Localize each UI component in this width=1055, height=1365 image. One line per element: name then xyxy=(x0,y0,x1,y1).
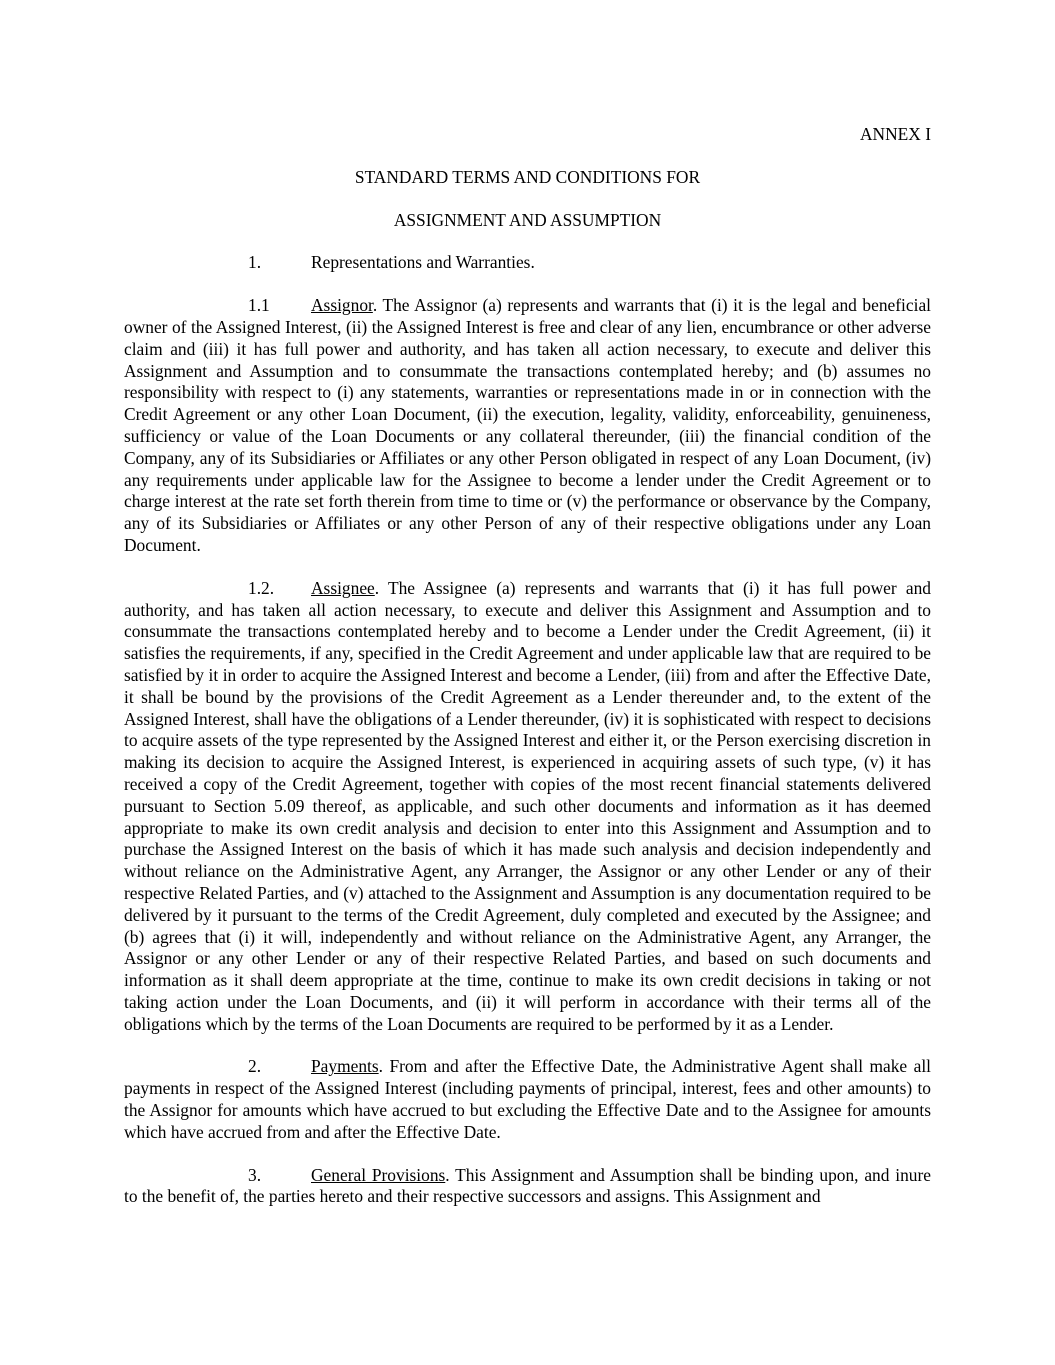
title-line-1: STANDARD TERMS AND CONDITIONS FOR xyxy=(354,166,701,187)
section-3-number: 3. xyxy=(248,1164,262,1185)
section-2-payments xyxy=(124,1056,931,1143)
section-3-general-provisions xyxy=(124,1165,931,1209)
section-1-1-title: Assignor xyxy=(311,295,373,316)
section-2-title: Payments xyxy=(311,1056,379,1077)
section-3-title: General Provisions xyxy=(311,1164,446,1185)
section-2-body: . From and after the Effective Date, the Administrative Agent shall make all payments in respect of the Assigned Interest (including payments of principal, interest, fees and other amounts) to the Assignor for amounts which have accrued to but excluding the Effective Date and to the Assignee for amounts which have accrued from and after the Effective Date. xyxy=(124,1056,931,1142)
section-2-number: 2. xyxy=(248,1056,262,1077)
section-1-2-body: . The Assignee (a) represents and warrants that (i) it has full power and authority, and has taken all action necessary, to execute and deliver this Assignment and Assumption and to consummate the transactions contemplated hereby and to become a Lender under the Credit Agreement, (ii) it satisfies the requirements, if any, specified in the Credit Agreement and under applicable law that are required to be satisfied by it in order to acquire the Assigned Interest and become a Lender, (iii) from and after the Effective Date, it shall be bound by the provisions of the Credit Agreement as a Lender thereunder and, to the extent of the Assigned Interest, shall have the obligations of a Lender thereunder, (iv) it is sophisticated with respect to decisions to acquire assets of the type represented by the Assigned Interest and either it, or the Person exercising discretion in making its decision to acquire the Assigned Interest, is experienced in acquiring assets of such type, (v) it has received a copy of the Credit Agreement, together with copies of the most recent financial statements delivered pursuant to Section 5.09 thereof, as applicable, and such other documents and information as it has deemed appropriate to make its own credit analysis and decision to enter into this Assignment and Assumption and to purchase the Assigned Interest on the basis of which it has made such analysis and decision independently and without reliance on the Administrative Agent, any Arranger, the Assignor or any other Lender or any of their respective Related Parties, and (v) attached to the Assignment and Assumption is any documentation required to be delivered by it pursuant to the terms of the Credit Agreement, duly completed and executed by the Assignee; and (b) agrees that (i) it will, independently and without reliance on the Administrative Agent, any Arranger, the Assignor or any other Lender or any of their respective Related Parties, and based on such documents and information as it shall deem appropriate at the time, continue to make its own credit decisions in taking or not taking action under the Loan Documents, and (ii) it will perform in accordance with their terms all of the obligations which by the terms of the Loan Documents are required to be performed by it as a Lender. xyxy=(124,577,931,1034)
section-3-body: . This Assignment and Assumption shall be binding upon, and inure to the benefit of, the parties hereto and their respective successors and assigns. This Assignment and xyxy=(124,1164,931,1207)
section-1-number: 1. xyxy=(248,252,262,273)
document-page xyxy=(124,124,931,1229)
section-1-1-assignor xyxy=(124,295,931,557)
section-1-2-number: 1.2. xyxy=(248,577,275,598)
section-1-2-assignee xyxy=(124,578,931,1036)
section-1-title: Representations and Warranties. xyxy=(311,252,535,273)
section-1-heading xyxy=(124,252,931,274)
section-1-1-number: 1.1 xyxy=(248,295,270,316)
section-1-2-title: Assignee xyxy=(311,577,375,598)
section-1-1-body: . The Assignor (a) represents and warrants that (i) it is the legal and beneficial owner of the Assigned Interest, (ii) the Assigned Interest is free and clear of any lien, encumbrance or other adverse claim and (iii) it has full power and authority, and has taken all action necessary, to execute and deliver this Assignment and Assumption and to consummate the transactions contemplated hereby; and (b) assumes no responsibility with respect to (i) any statements, warranties or representations made in or in connection with the Credit Agreement or any other Loan Document, (ii) the execution, legality, validity, enforceability, genuineness, sufficiency or value of the Loan Documents or any collateral thereunder, (iii) the financial condition of the Company, any of its Subsidiaries or Affiliates or any other Person obligated in respect of any Loan Document, (iv) any requirements under applicable law for the Assignee to become a lender under the Credit Agreement or to charge interest at the rate set forth therein from time to time or (v) the performance or observance by the Company, any of its Subsidiaries or Affiliates or any other Person of any of their respective obligations under any Loan Document. xyxy=(124,295,931,555)
title-line-2: ASSIGNMENT AND ASSUMPTION xyxy=(393,209,662,230)
annex-label: ANNEX I xyxy=(860,124,931,144)
